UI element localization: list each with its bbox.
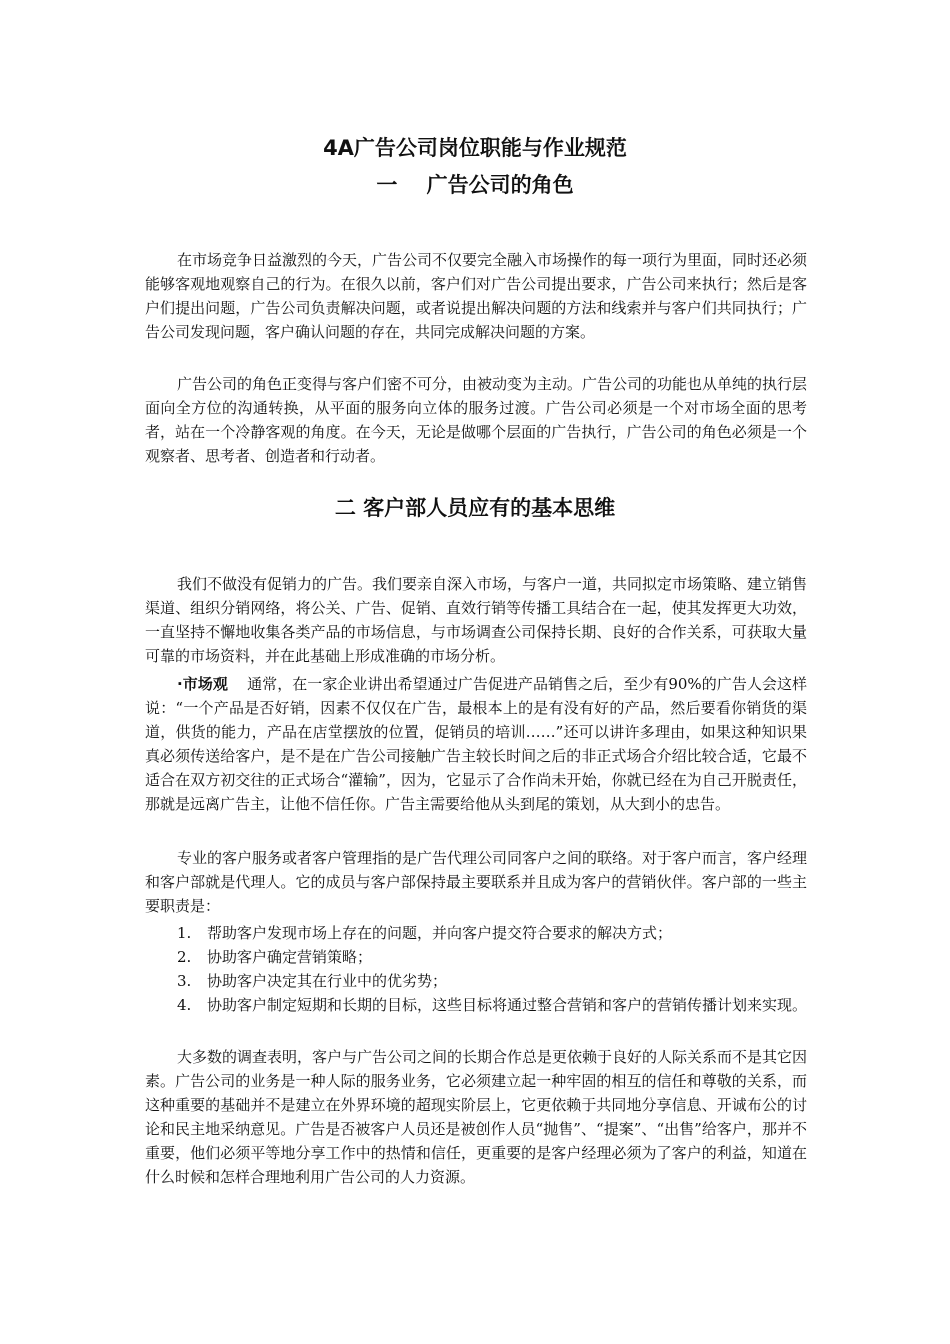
- section-2-paragraph-1: 我们不做没有促销力的广告。我们要亲自深入市场，与客户一道，共同拟定市场策略、建立销售渠道、组织分销网络，将公关、广告、促销、直效行销等传播工具结合在一起，使其发挥更大功效，一直坚持不懈地收集各类产品的市场信息，与市场调查公司保持长期、良好的合作关系，可获取大量可靠的市场资料，并在此基础上形成准确的市场分析。: [145, 575, 808, 665]
- section-1-paragraph-2: 广告公司的角色正变得与客户们密不可分，由被动变为主动。广告公司的功能也从单纯的执行层面向全方位的沟通转换，从平面的服务向立体的服务过渡。广告公司必须是一个对市场全面的思考者，站在一个冷静客观的角度。在今天，无论是做哪个层面的广告执行，广告公司的角色必须是一个观察者、思考者、创造者和行动者。: [145, 375, 808, 465]
- list-item: 1. 帮助客户发现市场上存在的问题，并向客户提交符合要求的解决方式；: [177, 924, 673, 942]
- section-2-paragraph-3: 专业的客户服务或者客户管理指的是广告代理公司同客户之间的联络。对于客户而言，客户经理和客户部就是代理人。它的成员与客户部保持最主要联系并且成为客户的营销伙伴。客户部的一些主要职责是：: [145, 849, 808, 915]
- list-item: 2. 协助客户确定营销策略；: [177, 948, 373, 966]
- section-1-title: 一 广告公司的角色: [376, 173, 574, 197]
- list-item: 3. 协助客户决定其在行业中的优劣势；: [177, 972, 448, 990]
- list-item: 4. 协助客户制定短期和长期的目标，这些目标将通过整合营销和客户的营销传播计划来实现。: [177, 996, 808, 1014]
- responsibilities-list: [145, 921, 807, 1017]
- section-2-title: 二 客户部人员应有的基本思维: [334, 496, 616, 520]
- section-2-paragraph-4: 大多数的调查表明，客户与广告公司之间的长期合作总是更依赖于良好的人际关系而不是其它因素。广告公司的业务是一种人际的服务业务，它必须建立起一种牢固的相互的信任和尊敬的关系，而这种重要的基础并不是建立在外界环境的超现实阶层上，它更依赖于共同地分享信息、开诚布公的讨论和民主地采纳意见。广告是否被客户人员还是被创作人员“抛售”、“提案”、“出售”给客户，那并不重要，他们必须平等地分享工作中的热情和信任，更重要的是客户经理必须为了客户的利益，知道在什么时候和怎样合理地利用广告公司的人力资源。: [145, 1048, 808, 1186]
- section-1-paragraph-1: 在市场竞争日益激烈的今天，广告公司不仅要完全融入市场操作的每一项行为里面，同时还必须能够客观地观察自己的行为。在很久以前，客户们对广告公司提出要求，广告公司来执行；然后是客户们提出问题，广告公司负责解决问题，或者说提出解决问题的方法和线索并与客户们共同执行；广告公司发现问题，客户确认问题的存在，共同完成解决问题的方案。: [145, 251, 808, 341]
- market-view-text: 通常，在一家企业讲出希望通过广告促进产品销售之后，至少有90%的广告人会这样说：“一个产品是否好销，因素不仅仅在广告，最根本上的是有没有好的产品，然后要看你销货的渠道，供货的能力，产品在店堂摆放的位置，促销员的培训……”还可以讲许多理由，如果这种知识果真必须传送给客户，是不是在广告公司接触广告主较长时间之后的非正式场合介绍比较合适，它最不适合在双方初交往的正式场合“灌输”，因为，它显示了合作尚未开始，你就已经在为自己开脱责任，那就是远离广告主，让他不信任你。广告主需要给他从头到尾的策划，从大到小的忠告。: [145, 675, 807, 813]
- section-2-paragraph-2: [145, 672, 807, 816]
- market-view-label: ·市场观: [177, 675, 228, 693]
- document-title: 4A广告公司岗位职能与作业规范: [323, 136, 627, 160]
